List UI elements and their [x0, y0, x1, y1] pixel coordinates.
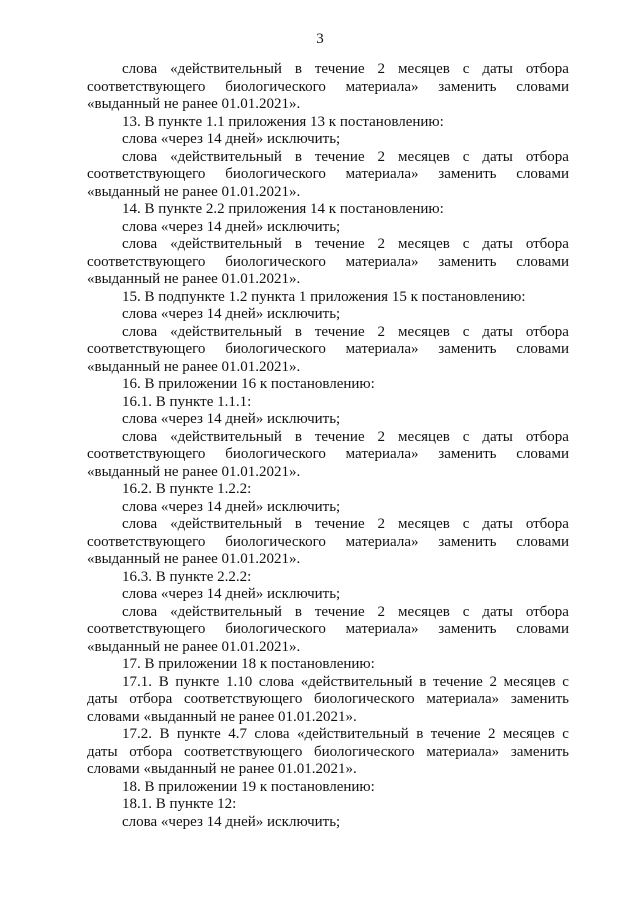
- word: течение: [314, 323, 365, 340]
- word: течение: [314, 516, 365, 532]
- word: с: [462, 516, 470, 532]
- word: 17.1.: [122, 673, 152, 690]
- text-line: слова «через 14 дней» исключить;: [122, 131, 341, 147]
- word: материала»: [345, 621, 419, 637]
- word: материала»: [345, 253, 419, 270]
- word: словами: [516, 533, 569, 550]
- word: даты: [482, 428, 513, 445]
- text-line: словами «выданный не ранее 01.01.2021».: [87, 761, 357, 777]
- word: биологического: [225, 78, 326, 95]
- word: месяцев: [397, 516, 450, 532]
- word: 2: [377, 428, 386, 445]
- word: слова: [122, 428, 158, 445]
- word: биологического: [225, 253, 326, 270]
- text-line: «выданный не ранее 01.01.2021».: [87, 463, 301, 480]
- text-line: [87, 691, 569, 709]
- word: «действительный: [170, 148, 282, 165]
- word: в: [419, 673, 427, 690]
- word: 2: [377, 148, 386, 165]
- text-line: 18. В приложении 19 к постановлению:: [122, 778, 375, 795]
- word: 4.7: [228, 726, 247, 742]
- text-line: 15. В подпункте 1.2 пункта 1 приложения 15 к постановлению:: [122, 288, 526, 305]
- word: материала»: [345, 533, 419, 550]
- word: «действительный: [170, 516, 282, 532]
- word: отбора: [525, 148, 569, 165]
- word: месяцев: [397, 603, 450, 620]
- word: даты: [482, 516, 513, 532]
- word: с: [462, 236, 470, 252]
- word: пункте: [176, 726, 221, 742]
- word: 17.2.: [122, 726, 152, 742]
- word: словами: [516, 253, 569, 270]
- word: словами: [516, 446, 569, 462]
- word: 2: [377, 236, 386, 252]
- word: словами: [516, 341, 569, 357]
- word: месяцев: [502, 726, 555, 742]
- word: заменить: [438, 253, 497, 270]
- word: месяцев: [503, 673, 556, 690]
- word: В: [159, 726, 170, 742]
- word: слова: [254, 726, 290, 742]
- word: 2: [377, 323, 386, 340]
- word: биологического: [314, 691, 415, 707]
- word: течение: [430, 726, 481, 742]
- word: отбора: [525, 603, 569, 620]
- text-line: 16.2. В пункте 1.2.2:: [122, 481, 252, 497]
- word: «действительный: [170, 603, 282, 620]
- word: с: [462, 61, 470, 77]
- word: течение: [314, 428, 365, 445]
- word: «действительный: [297, 726, 409, 742]
- word: даты: [482, 236, 513, 252]
- text-line: [87, 621, 569, 639]
- word: материала»: [345, 446, 419, 462]
- word: биологического: [314, 743, 415, 760]
- word: материала»: [345, 78, 419, 95]
- word: с: [462, 603, 470, 620]
- word: соответствующего: [87, 446, 206, 462]
- word: даты: [482, 61, 513, 77]
- text-line: «выданный не ранее 01.01.2021».: [87, 96, 301, 112]
- word: с: [562, 726, 569, 742]
- text-line: 16.1. В пункте 1.1.1:: [122, 393, 252, 410]
- word: отбора: [129, 691, 173, 707]
- word: 2: [377, 516, 386, 532]
- text-line: словами «выданный не ранее 01.01.2021».: [87, 708, 357, 725]
- text-line: [87, 516, 569, 534]
- word: заменить: [438, 621, 497, 637]
- word: материала»: [345, 341, 419, 357]
- text-line: 16. В приложении 16 к постановлению:: [122, 376, 375, 392]
- word: отбора: [525, 323, 569, 340]
- word: «действительный: [300, 673, 413, 690]
- word: даты: [87, 691, 118, 707]
- text-line: «выданный не ранее 01.01.2021».: [87, 551, 301, 567]
- word: соответствующего: [183, 743, 303, 760]
- word: заменить: [438, 446, 497, 462]
- word: словами: [516, 621, 569, 637]
- word: материала»: [426, 691, 500, 707]
- word: 2: [377, 61, 386, 77]
- word: отбора: [525, 61, 569, 77]
- page-number: 3: [316, 31, 324, 47]
- word: 2: [487, 726, 496, 742]
- word: заменить: [438, 78, 497, 95]
- word: в: [294, 428, 302, 445]
- word: заменить: [438, 533, 497, 550]
- word: даты: [482, 148, 513, 165]
- text-line: [87, 429, 569, 447]
- word: в: [294, 148, 302, 165]
- word: в: [294, 61, 302, 77]
- text-line: 13. В пункте 1.1 приложения 13 к постановлению:: [122, 113, 444, 130]
- word: биологического: [225, 446, 326, 462]
- text-line: слова «через 14 дней» исключить;: [122, 586, 341, 602]
- word: биологического: [225, 621, 326, 637]
- text-line: [87, 674, 569, 692]
- word: материала»: [345, 166, 419, 182]
- word: с: [462, 428, 470, 445]
- word: соответствующего: [87, 166, 206, 182]
- word: слова: [122, 148, 158, 165]
- word: 1.10: [225, 673, 253, 690]
- word: течение: [433, 673, 483, 690]
- word: 2: [489, 673, 497, 690]
- text-line: 18.1. В пункте 12:: [122, 796, 237, 812]
- word: месяцев: [397, 323, 450, 340]
- text-line: слова «через 14 дней» исключить;: [122, 813, 341, 830]
- text-line: [87, 61, 569, 79]
- text-line: 16.3. В пункте 2.2.2:: [122, 568, 252, 585]
- text-line: [87, 166, 569, 184]
- word: биологического: [225, 341, 326, 357]
- word: течение: [314, 61, 365, 77]
- text-line: [87, 726, 569, 744]
- word: слова: [122, 323, 158, 340]
- word: в: [294, 323, 302, 340]
- word: течение: [314, 148, 365, 165]
- word: даты: [482, 323, 513, 340]
- text-line: [87, 324, 569, 342]
- word: заменить: [510, 743, 569, 760]
- text-line: [87, 604, 569, 622]
- word: с: [462, 148, 470, 165]
- word: материала»: [426, 743, 500, 760]
- word: словами: [516, 78, 569, 95]
- word: даты: [482, 603, 513, 620]
- text-line: слова «через 14 дней» исключить;: [122, 306, 341, 322]
- word: заменить: [510, 691, 569, 707]
- word: в: [416, 726, 424, 742]
- text-line: 17. В приложении 18 к постановлению:: [122, 656, 375, 672]
- text-line: слова «через 14 дней» исключить;: [122, 218, 341, 235]
- text-line: [87, 534, 569, 552]
- text-line: 14. В пункте 2.2 приложения 14 к постановлению:: [122, 201, 444, 217]
- word: 2: [377, 603, 386, 620]
- word: биологического: [225, 166, 326, 182]
- word: В: [158, 673, 169, 690]
- document-body: [87, 61, 569, 831]
- word: месяцев: [397, 61, 450, 77]
- word: отбора: [525, 236, 569, 252]
- word: слова: [122, 516, 158, 532]
- text-line: [87, 236, 569, 254]
- text-line: слова «через 14 дней» исключить;: [122, 411, 341, 427]
- word: отбора: [525, 428, 569, 445]
- word: соответствующего: [183, 691, 303, 707]
- text-line: [87, 341, 569, 359]
- word: словами: [516, 166, 569, 182]
- word: соответствующего: [87, 341, 206, 357]
- text-line: [87, 149, 569, 167]
- word: отбора: [129, 743, 173, 760]
- word: «действительный: [170, 236, 282, 252]
- word: с: [462, 323, 470, 340]
- text-line: [87, 254, 569, 272]
- word: течение: [314, 236, 365, 252]
- word: с: [562, 673, 569, 690]
- word: течение: [314, 603, 365, 620]
- text-line: [87, 744, 569, 762]
- word: слова: [122, 236, 158, 252]
- word: слова: [258, 673, 295, 690]
- word: месяцев: [397, 236, 450, 252]
- text-line: [87, 79, 569, 97]
- word: заменить: [438, 166, 497, 182]
- word: месяцев: [397, 428, 450, 445]
- word: в: [294, 603, 302, 620]
- word: соответствующего: [87, 533, 206, 550]
- text-line: [87, 446, 569, 464]
- word: месяцев: [397, 148, 450, 165]
- word: заменить: [438, 341, 497, 357]
- word: соответствующего: [87, 78, 206, 95]
- word: даты: [87, 743, 118, 760]
- word: соответствующего: [87, 621, 206, 637]
- word: отбора: [525, 516, 569, 532]
- word: слова: [122, 61, 158, 77]
- word: «действительный: [170, 61, 282, 77]
- word: пункте: [175, 673, 220, 690]
- text-line: слова «через 14 дней» исключить;: [122, 498, 341, 515]
- word: соответствующего: [87, 253, 206, 270]
- word: в: [294, 236, 302, 252]
- word: в: [294, 516, 302, 532]
- text-line: «выданный не ранее 01.01.2021».: [87, 358, 301, 375]
- word: биологического: [225, 533, 326, 550]
- text-line: «выданный не ранее 01.01.2021».: [87, 638, 301, 655]
- word: «действительный: [170, 323, 282, 340]
- word: слова: [122, 603, 158, 620]
- text-line: «выданный не ранее 01.01.2021».: [87, 271, 301, 287]
- word: «действительный: [170, 428, 282, 445]
- text-line: «выданный не ранее 01.01.2021».: [87, 183, 301, 200]
